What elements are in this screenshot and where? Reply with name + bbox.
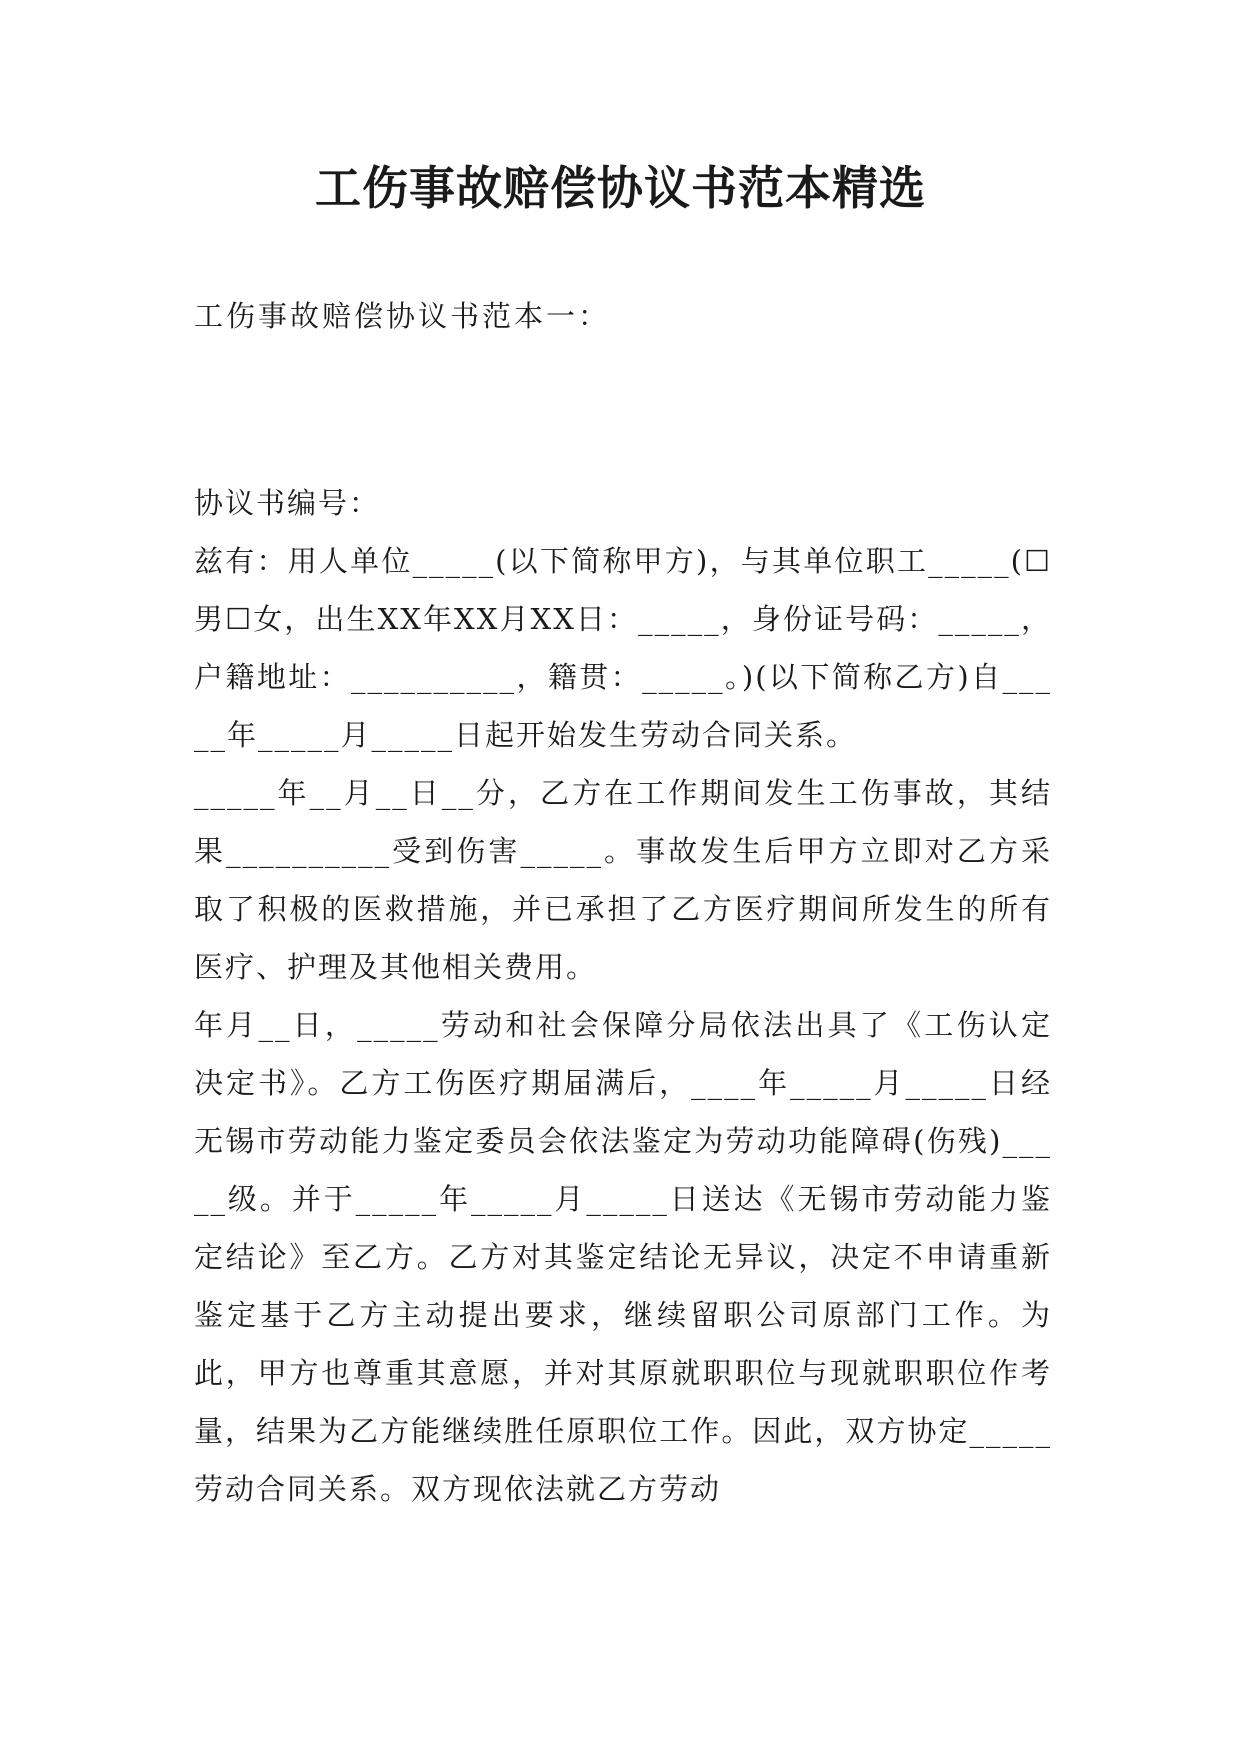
agreement-number-line: 协议书编号：	[194, 486, 381, 520]
parties-paragraph: 兹有：用人单位_____(以下简称甲方)，与其单位职工_____(☐男☐女，出生XX年XX月XX日：_____，身份证号码：_____，户籍地址：__________，籍贯：_____。)(以下简称乙方)自_____年_____月_____日起开始发生劳动合同关系。	[194, 544, 1052, 752]
assessment-paragraph: 年月__日，_____劳动和社会保障分局依法出具了《工伤认定决定书》。乙方工伤医疗期届满后，____年_____月_____日经无锡市劳动能力鉴定委员会依法鉴定为劳动功能障碍(伤残)_____级。并于_____年_____月_____日送达《无锡市劳动能力鉴定结论》至乙方。乙方对其鉴定结论无异议，决定不申请重新鉴定基于乙方主动提出要求，继续留职公司原部门工作。为此，甲方也尊重其意愿，并对其原就职职位与现就职职位作考量，结果为乙方能继续胜任原职位工作。因此，双方协定_____劳动合同关系。双方现依法就乙方劳动	[194, 1008, 1052, 1506]
document-body	[194, 474, 1052, 1518]
accident-paragraph: _____年__月__日__分，乙方在工作期间发生工伤事故，其结果__________受到伤害_____。事故发生后甲方立即对乙方采取了积极的医救措施，并已承担了乙方医疗期间所发生的所有医疗、护理及其他相关费用。	[194, 776, 1052, 984]
section-heading: 工伤事故赔偿协议书范本一：	[194, 299, 611, 333]
document-title: 工伤事故赔偿协议书范本精选	[315, 161, 926, 215]
